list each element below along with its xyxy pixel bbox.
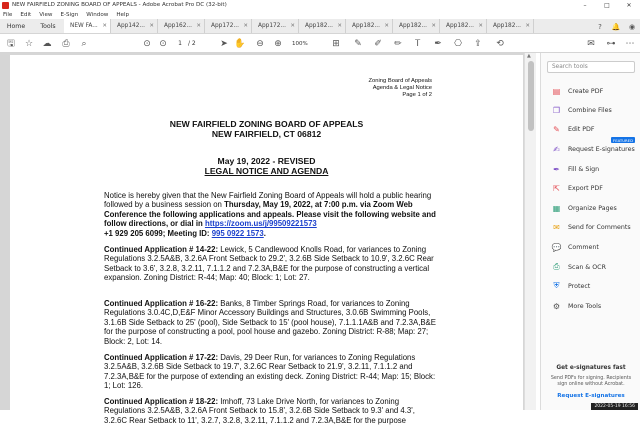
- more-tools-icon: ⚙: [552, 301, 561, 311]
- close-tab-icon[interactable]: ✕: [243, 23, 248, 29]
- close-tab-icon[interactable]: ✕: [337, 23, 342, 29]
- sign-icon[interactable]: ✒: [434, 38, 442, 49]
- tool-label: Combine Files: [568, 106, 612, 114]
- select-cursor-icon[interactable]: ➤: [220, 38, 228, 49]
- more-options-icon[interactable]: ⋯: [625, 38, 635, 49]
- header-line: Page 1 of 2: [402, 92, 432, 99]
- intro-paragraph: [104, 191, 439, 238]
- doc-tab[interactable]: [252, 19, 299, 33]
- tool-organize-pages[interactable]: [551, 202, 639, 214]
- taskbar-clock: 2022-05-19 16:56: [591, 403, 638, 410]
- doc-tab-label: App172...: [211, 23, 239, 29]
- menu-view[interactable]: View: [39, 11, 53, 18]
- application-label: Continued Application # 16-22:: [104, 299, 219, 308]
- doc-tab[interactable]: [158, 19, 205, 33]
- doc-tab[interactable]: [487, 19, 534, 33]
- intro-end: .: [263, 228, 266, 238]
- menu-esign[interactable]: E-Sign: [60, 11, 79, 18]
- application-text: Imhoff, 73 Lake Drive North, for variances to Zoning Regulations 3.2.5A&B, 3.2.6A Front Setback to 15.8', 3.2.6B Side Setback to 9.3' and 4.3', 3.2.6C Rear Setback to 11', 3.2.7, 3.2.8, 3.2.11, 7.1.1.2 and 7.2.3A,B&E for the purpose: [104, 397, 415, 425]
- tool-label: Request E-signatures: [568, 145, 635, 153]
- close-tab-icon[interactable]: ✕: [149, 23, 154, 29]
- tab-tools[interactable]: Tools: [40, 22, 56, 30]
- share-link-icon[interactable]: ⊶: [606, 38, 616, 49]
- tool-more-tools[interactable]: [551, 300, 639, 312]
- fill-sign-icon: ✒: [553, 164, 560, 174]
- close-tab-icon[interactable]: ✕: [102, 23, 107, 29]
- doc-tab-label: App182...: [446, 23, 474, 29]
- next-page-icon[interactable]: ⊙: [159, 38, 167, 49]
- search-tools-input[interactable]: Search tools: [547, 61, 635, 73]
- account-icon[interactable]: ◉: [628, 22, 636, 31]
- header-line: Zoning Board of Appeals: [368, 78, 432, 84]
- zoom-search-icon[interactable]: ⌕: [81, 38, 87, 49]
- meeting-id: 995 0922 1573: [211, 228, 264, 238]
- application-label: Continued Application # 18-22:: [104, 397, 219, 406]
- org-title: NEW FAIRFIELD ZONING BOARD OF APPEALS: [169, 119, 364, 129]
- tab-bar: [0, 19, 640, 34]
- tool-label: More Tools: [568, 302, 602, 310]
- notice-title: LEGAL NOTICE AND AGENDA: [204, 166, 329, 176]
- acrobat-logo-icon: [2, 2, 9, 9]
- doc-tab-label: App172...: [258, 23, 286, 29]
- export-pdf-icon: ⇱: [553, 183, 560, 193]
- doc-tab[interactable]: [346, 19, 393, 33]
- tool-comment[interactable]: [551, 241, 639, 253]
- save-icon[interactable]: 🖫: [7, 38, 15, 49]
- close-window-button[interactable]: ✕: [626, 1, 632, 9]
- tool-combine-files[interactable]: [551, 104, 639, 116]
- help-icon[interactable]: ?: [598, 22, 602, 31]
- tool-label: Comment: [568, 243, 599, 251]
- application-text: Lewick, 5 Candlewood Knolls Road, for variances to Zoning Regulations 3.2.5A&B, 3.2.6A Front Setback to 29.2', 3.2.6B Side Setback to 10.9', 3.2.6C Rear Setback to 3.6', 3.2.8, 3.2.11, 7.1.1.2 and 7.2.3A,B&E for the purpose of constructing a vertical expansion. Zoning District: R-44; Map: 40; Block: 1; Lot: 27.: [104, 245, 434, 283]
- close-tab-icon[interactable]: ✕: [431, 23, 436, 29]
- create-pdf-icon: ▤: [552, 86, 561, 96]
- organize-pages-icon: ▦: [552, 203, 561, 213]
- scrollbar-thumb[interactable]: [528, 61, 534, 131]
- doc-tab[interactable]: [393, 19, 440, 33]
- doc-tab[interactable]: [299, 19, 346, 33]
- notifications-icon[interactable]: 🔔: [611, 22, 621, 31]
- close-tab-icon[interactable]: ✕: [290, 23, 295, 29]
- page-fit-icon[interactable]: ⊞: [332, 38, 340, 49]
- tool-edit-pdf[interactable]: [551, 123, 639, 135]
- tab-home[interactable]: Home: [6, 22, 26, 30]
- close-tab-icon[interactable]: ✕: [478, 23, 483, 29]
- email-icon[interactable]: ✉: [587, 38, 595, 49]
- toolbar: [0, 34, 640, 53]
- window-title: NEW FAIRFIELD ZONING BOARD OF APPEALS - Adobe Acrobat Pro DC (32-bit): [12, 2, 227, 8]
- intro-text: Notice is hereby given that the New Fairfield Zoning Board of Appeals will hold a public hearing followed by a business session on: [104, 191, 432, 210]
- application-item: [104, 299, 439, 346]
- previous-page-icon[interactable]: ⊙: [143, 38, 151, 49]
- close-tab-icon[interactable]: ✕: [196, 23, 201, 29]
- tool-label: Create PDF: [568, 87, 604, 95]
- doc-tab-label: App182...: [399, 23, 427, 29]
- text-edit-icon[interactable]: Ꭲ: [415, 38, 421, 49]
- highlight-icon[interactable]: ✐: [374, 38, 382, 49]
- combine-files-icon: ❐: [552, 105, 561, 115]
- doc-tab-label: App182...: [352, 23, 380, 29]
- promo-title: Get e-signatures fast: [556, 365, 626, 371]
- hand-tool-icon[interactable]: ✋: [234, 38, 246, 49]
- featured-badge: FEATURED: [613, 137, 633, 143]
- tool-label: Scan & OCR: [568, 263, 606, 271]
- comment-icon: 💬: [551, 242, 562, 252]
- doc-tab-label: App162...: [164, 23, 192, 29]
- tool-protect[interactable]: [551, 280, 639, 292]
- tool-label: Fill & Sign: [568, 165, 600, 173]
- tool-create-pdf[interactable]: [551, 85, 639, 97]
- doc-tab-label: NEW FA...: [70, 23, 98, 29]
- application-item: [104, 397, 439, 425]
- bookmark-star-icon[interactable]: ☆: [24, 38, 34, 49]
- doc-tab[interactable]: [205, 19, 252, 33]
- tool-export-pdf[interactable]: [551, 182, 639, 194]
- application-text: Davis, 29 Deer Run, for variances to Zoning Regulations 3.2.5A&B, 3.2.6B Side Setback to 19.7', 3.2.6C Rear Setback to 21.9', 3.2.11, 7.1.1.2 and 7.2.3A,B&E for the purpose of extending an existing deck. Zoning District: R-44; Map: 15; Block: 1; Lot: 126.: [104, 353, 436, 391]
- notice-date: May 19, 2022 - REVISED: [217, 156, 316, 166]
- phone-line: +1 929 205 6099; Meeting ID:: [104, 228, 212, 238]
- draw-icon[interactable]: ✏: [394, 38, 402, 49]
- zoom-level-select[interactable]: 100%: [292, 40, 308, 47]
- tool-label: Organize Pages: [568, 204, 617, 212]
- request-esign-icon: ✍: [553, 144, 560, 154]
- stamp-icon[interactable]: ⎔: [454, 38, 462, 49]
- share-icon[interactable]: ⇪: [474, 38, 482, 49]
- print-icon[interactable]: ⎙: [62, 38, 70, 49]
- tool-scan-ocr[interactable]: [551, 261, 639, 273]
- doc-tab[interactable]: [111, 19, 158, 33]
- comment-tool-icon[interactable]: ✎: [354, 38, 362, 49]
- zoom-in-icon[interactable]: ⊕: [274, 38, 282, 49]
- tab-bar-icons: [592, 19, 640, 34]
- application-label: Continued Application # 17-22:: [104, 353, 219, 362]
- menu-bar: [0, 10, 640, 19]
- org-location: NEW FAIRFIELD, CT 06812: [211, 129, 322, 139]
- vertical-scrollbar[interactable]: [524, 53, 536, 410]
- page-total: / 2: [188, 39, 196, 47]
- upload-icon[interactable]: ☁: [42, 38, 52, 49]
- menu-edit[interactable]: Edit: [20, 11, 32, 18]
- header-line: Agenda & Legal Notice: [372, 85, 432, 92]
- measure-icon[interactable]: ⟲: [496, 38, 504, 49]
- intro-bold-text: Thursday, May 19, 2022, at 7:00 p.m. via Zoom Web Conference the following applications and appeals. Please visit the following website and follow directions, or dial in: [104, 200, 436, 229]
- tools-panel: [540, 53, 640, 410]
- pdf-page: [10, 55, 523, 425]
- scan-ocr-icon: ⎙: [553, 262, 560, 271]
- menu-file[interactable]: File: [3, 11, 13, 18]
- doc-tab[interactable]: [64, 19, 111, 33]
- close-tab-icon[interactable]: ✕: [525, 23, 530, 29]
- edit-pdf-icon: ✎: [553, 124, 560, 134]
- menu-window[interactable]: Window: [86, 11, 109, 18]
- doc-tab-label: App182...: [305, 23, 333, 29]
- maximize-button[interactable]: □: [604, 1, 610, 9]
- doc-tab-label: App142...: [117, 23, 145, 29]
- application-label: Continued Application # 14-22:: [104, 245, 219, 254]
- doc-tab-label: App182...: [493, 23, 521, 29]
- title-bar: [0, 0, 640, 10]
- zoom-out-icon[interactable]: ⊖: [256, 38, 264, 49]
- protect-icon: ⛨: [553, 281, 560, 290]
- tool-label: Edit PDF: [568, 125, 595, 133]
- minimize-button[interactable]: –: [583, 1, 587, 9]
- zoom-link[interactable]: https://zoom.us/j/99509221573: [204, 219, 317, 229]
- application-item: [104, 353, 439, 391]
- tool-send-for-comments[interactable]: [551, 221, 639, 233]
- page-header: [320, 78, 432, 100]
- tool-request-esignatures[interactable]: [551, 137, 639, 155]
- page-number-input[interactable]: 1: [178, 39, 182, 47]
- window-controls: [574, 0, 640, 10]
- application-text: Banks, 8 Timber Springs Road, for variances to Zoning Regulations 3.0.4C,D,E&F Minor Accessory Buildings and Structures, 3.0.6B Swimming Pools, 3.1.6B Side Setback to 25' (pool), Side Setback to 15' (pool house), 7.1.1.1A&B and 7.2.3A,B&E for the purpose of constructing a pool, pool house and gazebo. Zoning District: R-88; Map: 27; Block: 2, Lot: 14.: [104, 299, 436, 346]
- promo-link[interactable]: Request E-signatures: [557, 393, 625, 399]
- doc-tab[interactable]: [440, 19, 487, 33]
- menu-help[interactable]: Help: [116, 11, 130, 18]
- scroll-up-icon[interactable]: ▲: [527, 53, 531, 59]
- esign-promo: [541, 355, 641, 410]
- application-item: [104, 245, 439, 283]
- tool-label: Protect: [568, 282, 591, 290]
- tool-fill-sign[interactable]: [551, 163, 639, 175]
- tool-label: Send for Comments: [568, 223, 631, 231]
- close-tab-icon[interactable]: ✕: [384, 23, 389, 29]
- document-viewer[interactable]: [0, 53, 536, 425]
- send-comments-icon: ✉: [553, 222, 560, 232]
- promo-text: Send PDFs for signing. Recipients sign online without Acrobat.: [550, 376, 632, 387]
- tool-label: Export PDF: [568, 184, 603, 192]
